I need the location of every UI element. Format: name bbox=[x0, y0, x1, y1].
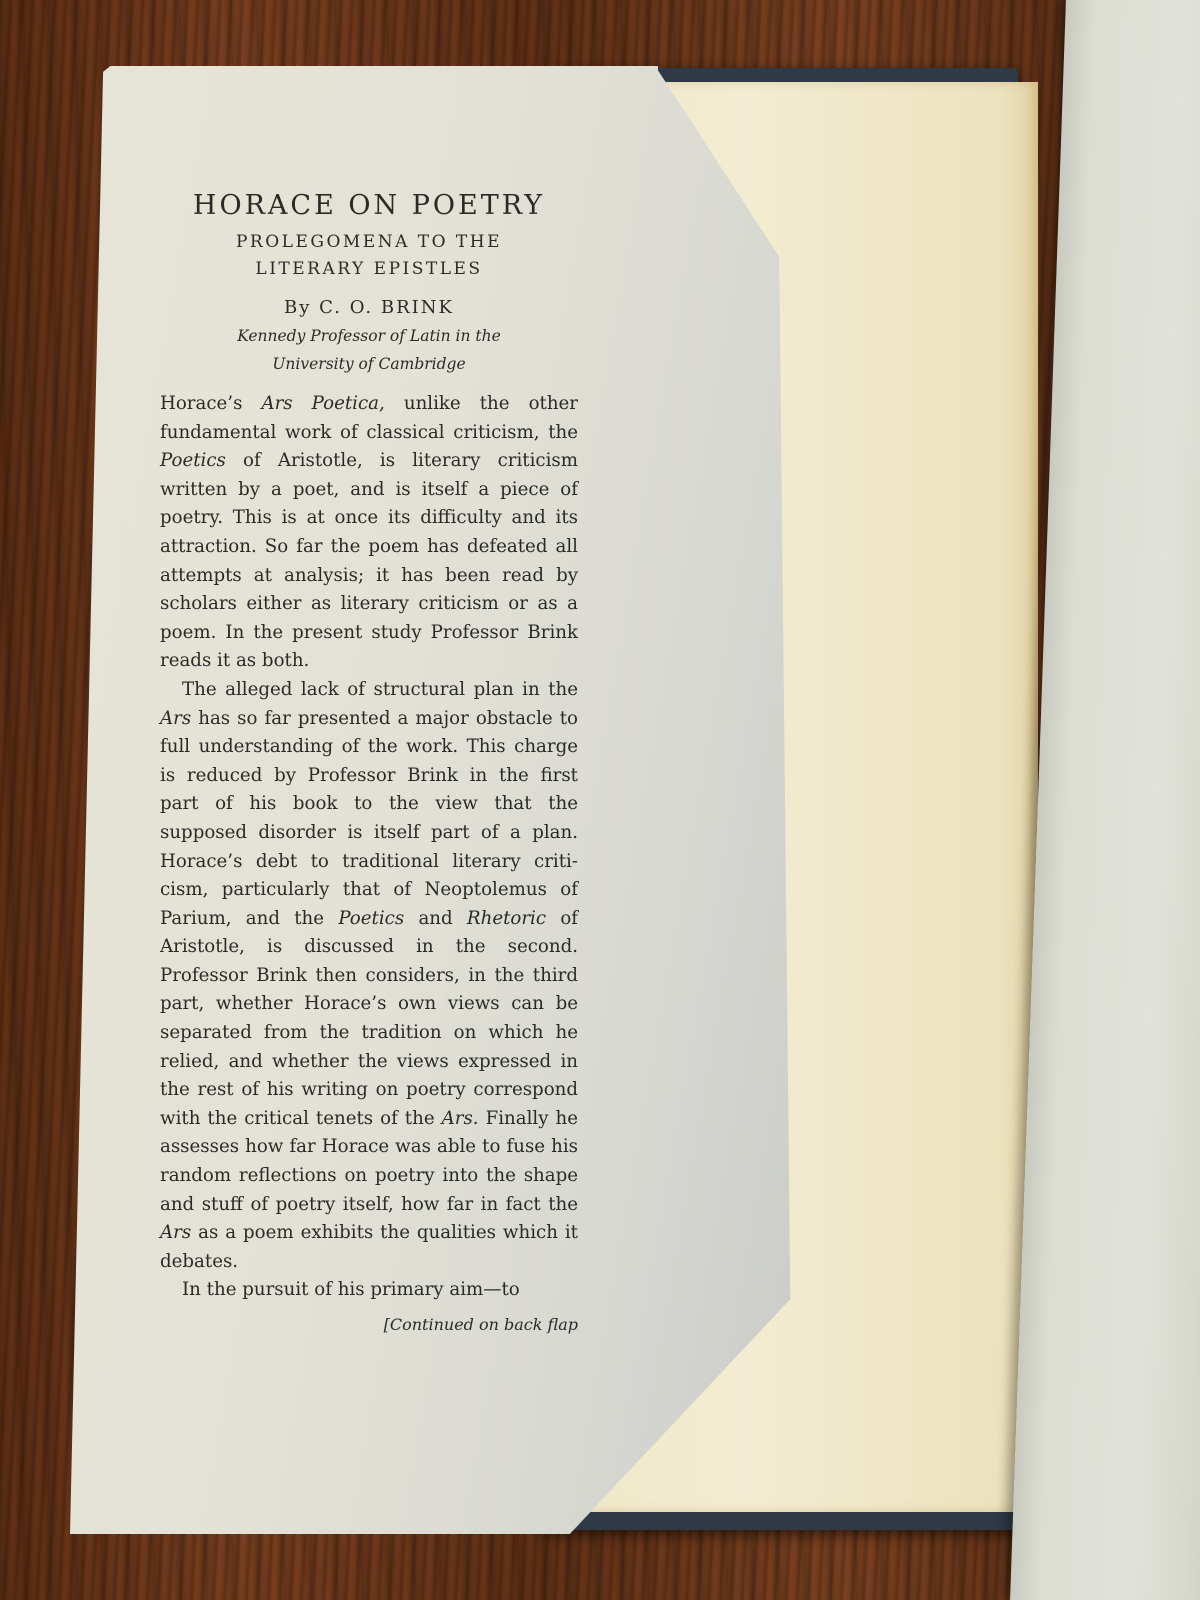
text-run: unlike the other fundamental work of classical criticism, the bbox=[160, 393, 578, 443]
italic-text-run: Ars bbox=[160, 1222, 192, 1244]
continued-note: [Continued on back flap bbox=[383, 1315, 578, 1334]
blurb-paragraph-1 bbox=[160, 390, 578, 676]
subtitle-line-1: PROLEGOMENA TO THE bbox=[235, 232, 503, 252]
book-subtitle bbox=[160, 229, 578, 283]
affiliation-line-1: Kennedy Professor of Latin in the bbox=[237, 327, 501, 345]
text-run: as a poem exhibits the qualities which it debates. bbox=[160, 1222, 578, 1272]
italic-text-run: Poetics bbox=[338, 907, 405, 929]
book-title: HORACE ON POETRY bbox=[192, 190, 546, 221]
italic-text-run: Ars bbox=[160, 707, 192, 729]
blurb-paragraph-3: In the pursuit of his primary aim—to bbox=[182, 1279, 520, 1301]
flap-text-block bbox=[160, 190, 578, 1334]
italic-text-run: Ars. bbox=[441, 1107, 479, 1129]
author-affiliation bbox=[160, 322, 578, 378]
subtitle-line-2: LITERARY EPISTLES bbox=[255, 259, 483, 279]
italic-text-run: Ars Poetica, bbox=[261, 393, 385, 414]
flyleaf-page bbox=[1010, 0, 1200, 1600]
text-run: and bbox=[404, 907, 467, 929]
text-run: of Aristotle, is discussed in the second. Professor Brink then considers, in the third part, whether Horace’s own views can be separated from the tradition on which he relied, and whether the views expressed in the rest of his writing on poetry correspond with the critical tenets of the bbox=[160, 907, 579, 1129]
italic-text-run: Rhetoric bbox=[466, 907, 547, 929]
affiliation-line-2: University of Cambridge bbox=[272, 355, 466, 373]
text-run: of Aristotle, is literary criticism written by a poet, and is itself a piece of poetry. This is at once its difficulty and its attraction. So far the poem has defeated all attempts at analysis; it has been read by scholars either as literary criticism or as a poem. In the present study Professor Brink reads it as both. bbox=[160, 450, 578, 672]
italic-text-run: Poetics bbox=[160, 450, 226, 472]
text-run: The alleged lack of structural plan in the bbox=[182, 678, 578, 700]
text-run: has so far presented a major obstacle to full understanding of the work. This charge is reduced by Professor Brink in the first part of his book to the view that the supposed disorder is itself part of a plan. Horace’s debt to traditional literary criticism, particularly that of Neoptolemus of Parium, and the bbox=[160, 707, 578, 929]
author-byline: By C. O. BRINK bbox=[284, 297, 454, 318]
text-run: Horace’s bbox=[160, 393, 262, 414]
text-run: Finally he assesses how far Horace was able to fuse his random reflections on poetry into the shape and stuff of poetry itself, how far in fact the bbox=[160, 1107, 578, 1215]
blurb-paragraph-2 bbox=[160, 676, 578, 1276]
